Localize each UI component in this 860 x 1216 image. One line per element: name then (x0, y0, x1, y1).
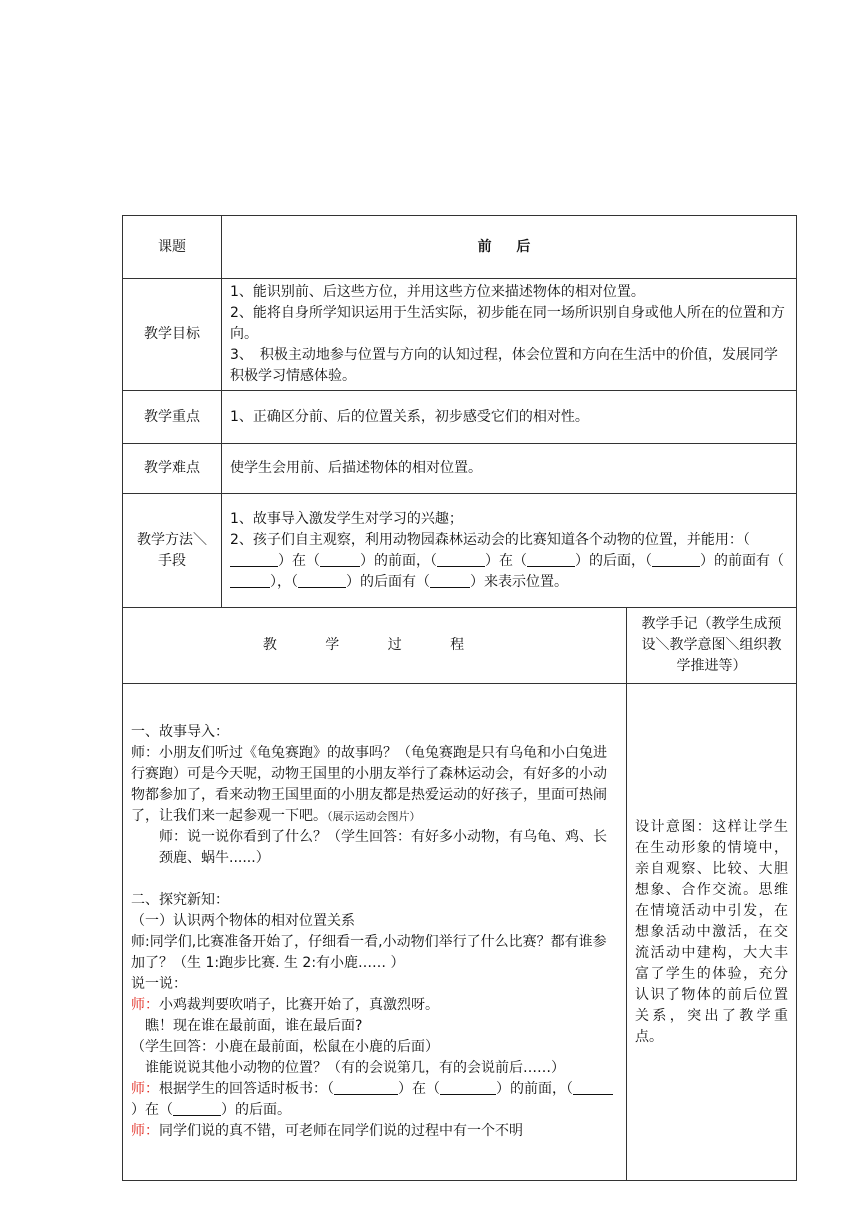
say-label: 说一说： (131, 976, 187, 992)
teacher-line: 师：说一说你看到了什么？（学生回答：有好多小动物，有乌龟、鸡、长颈鹿、蜗牛......） (159, 829, 607, 866)
fill-blank (527, 552, 575, 567)
objective-item: 3、 积极主动地参与位置与方向的认知过程，体会位置和方向在生活中的价值，发展同学积极学习情感体验。 (230, 347, 778, 384)
fill-blank (430, 573, 470, 588)
teacher-speaker: 师： (131, 1081, 159, 1097)
lesson-plan-table (122, 215, 797, 1181)
teacher-line: 师：小鸡裁判要吹哨子，比赛开始了，真激烈呀。 (131, 997, 439, 1013)
teacher-line: 师：同学们说的真不错，可老师在同学们说的过程中有一个不明 (131, 1123, 523, 1139)
process-title: 教 学 过 程 (123, 608, 627, 684)
row-topic (123, 216, 797, 279)
objectives-label: 教学目标 (123, 279, 222, 391)
fill-blank (230, 552, 278, 567)
objective-item: 2、能将自身所学知识运用于生活实际，初步能在同一场所识别自身或他人所在的位置和方向。 (230, 305, 785, 342)
row-objectives (123, 279, 797, 391)
fill-blank (298, 573, 346, 588)
row-process-body (123, 684, 797, 1181)
fill-blank (573, 1080, 613, 1095)
design-notes: 设计意图：这样让学生在生动形象的情境中，亲自观察、比较、大胆想象、合作交流。思维在情境活动中引发，在想象活动中激活，在交流活动中建构，大大丰富了学生的体验，充分认识了物体的前后位置关系，突出了教学重点。 (627, 684, 797, 1181)
methods-content (222, 494, 797, 608)
notes-header: 教学手记（教学生成预设＼教学意图＼组织教学推进等） (627, 608, 797, 684)
objectives-content (222, 279, 797, 391)
row-methods (123, 494, 797, 608)
method-item: 1、故事导入激发学生对学习的兴趣； (230, 510, 463, 527)
question-line: 瞧！现在谁在最前面，谁在最后面? (145, 1018, 363, 1034)
teacher-line: 师：小朋友们听过《龟兔赛跑》的故事吗？（龟兔赛跑是只有乌龟和小白兔进行赛跑）可是今天呢，动物王国里的小朋友举行了森林运动会，有好多的小动物都参加了，看来动物王国里面的小朋友都是热爱运动的好孩子，里面可热闹了，让我们来一起参观一下吧。（展示运动会图片） (131, 745, 607, 824)
teacher-speaker: 师： (131, 997, 159, 1013)
stage-note: （展示运动会图片） (327, 810, 421, 823)
key-points-content: 1、正确区分前、后的位置关系，初步感受它们的相对性。 (222, 391, 797, 444)
fill-blank (334, 1080, 398, 1095)
fill-blank (440, 1080, 496, 1095)
answer-line: （学生回答：小鹿在最前面，松鼠在小鹿的后面） (131, 1039, 439, 1055)
teacher-line: 师：根据学生的回答适时板书：（ ）在（ ）的前面，（）在（ ）的后面。 (131, 1079, 618, 1121)
key-points-label: 教学重点 (123, 391, 222, 444)
fill-blank (230, 573, 270, 588)
fill-blank (652, 552, 700, 567)
difficulty-label: 教学难点 (123, 444, 222, 494)
row-key-points (123, 391, 797, 444)
question-line: 谁能说说其他小动物的位置？（有的会说第几，有的会说前后……） (145, 1060, 565, 1076)
row-difficulty (123, 444, 797, 494)
fill-blank (437, 552, 485, 567)
section-title: 一、故事导入： (131, 724, 229, 740)
fill-blank (173, 1101, 221, 1116)
teacher-speaker: 师： (131, 1123, 159, 1139)
lesson-title: 前 后 (222, 216, 797, 279)
methods-label: 教学方法＼手段 (123, 494, 222, 608)
difficulty-content: 使学生会用前、后描述物体的相对位置。 (222, 444, 797, 494)
subsection-title: （一）认识两个物体的相对位置关系 (131, 913, 355, 929)
fill-blank (320, 552, 360, 567)
topic-label: 课题 (123, 216, 222, 279)
row-process-header (123, 608, 797, 684)
section-title: 二、探究新知： (131, 892, 229, 908)
process-content (123, 684, 627, 1181)
objective-item: 1、能识别前、后这些方位，并用这些方位来描述物体的相对位置。 (230, 284, 645, 300)
teacher-line: 师:同学们,比赛准备开始了，仔细看一看,小动物们举行了什么比赛？都有谁参加了？（生 1:跑步比赛. 生 2:有小鹿…… ） (131, 934, 607, 971)
method-item: 2、孩子们自主观察，利用动物园森林运动会的比赛知道各个动物的位置，并能用：（）在（ ）的前面，（ ）在（ ）的后面，（ ）的前面有（），（ ）的后面有（ ）来表示位置。 (230, 531, 784, 590)
